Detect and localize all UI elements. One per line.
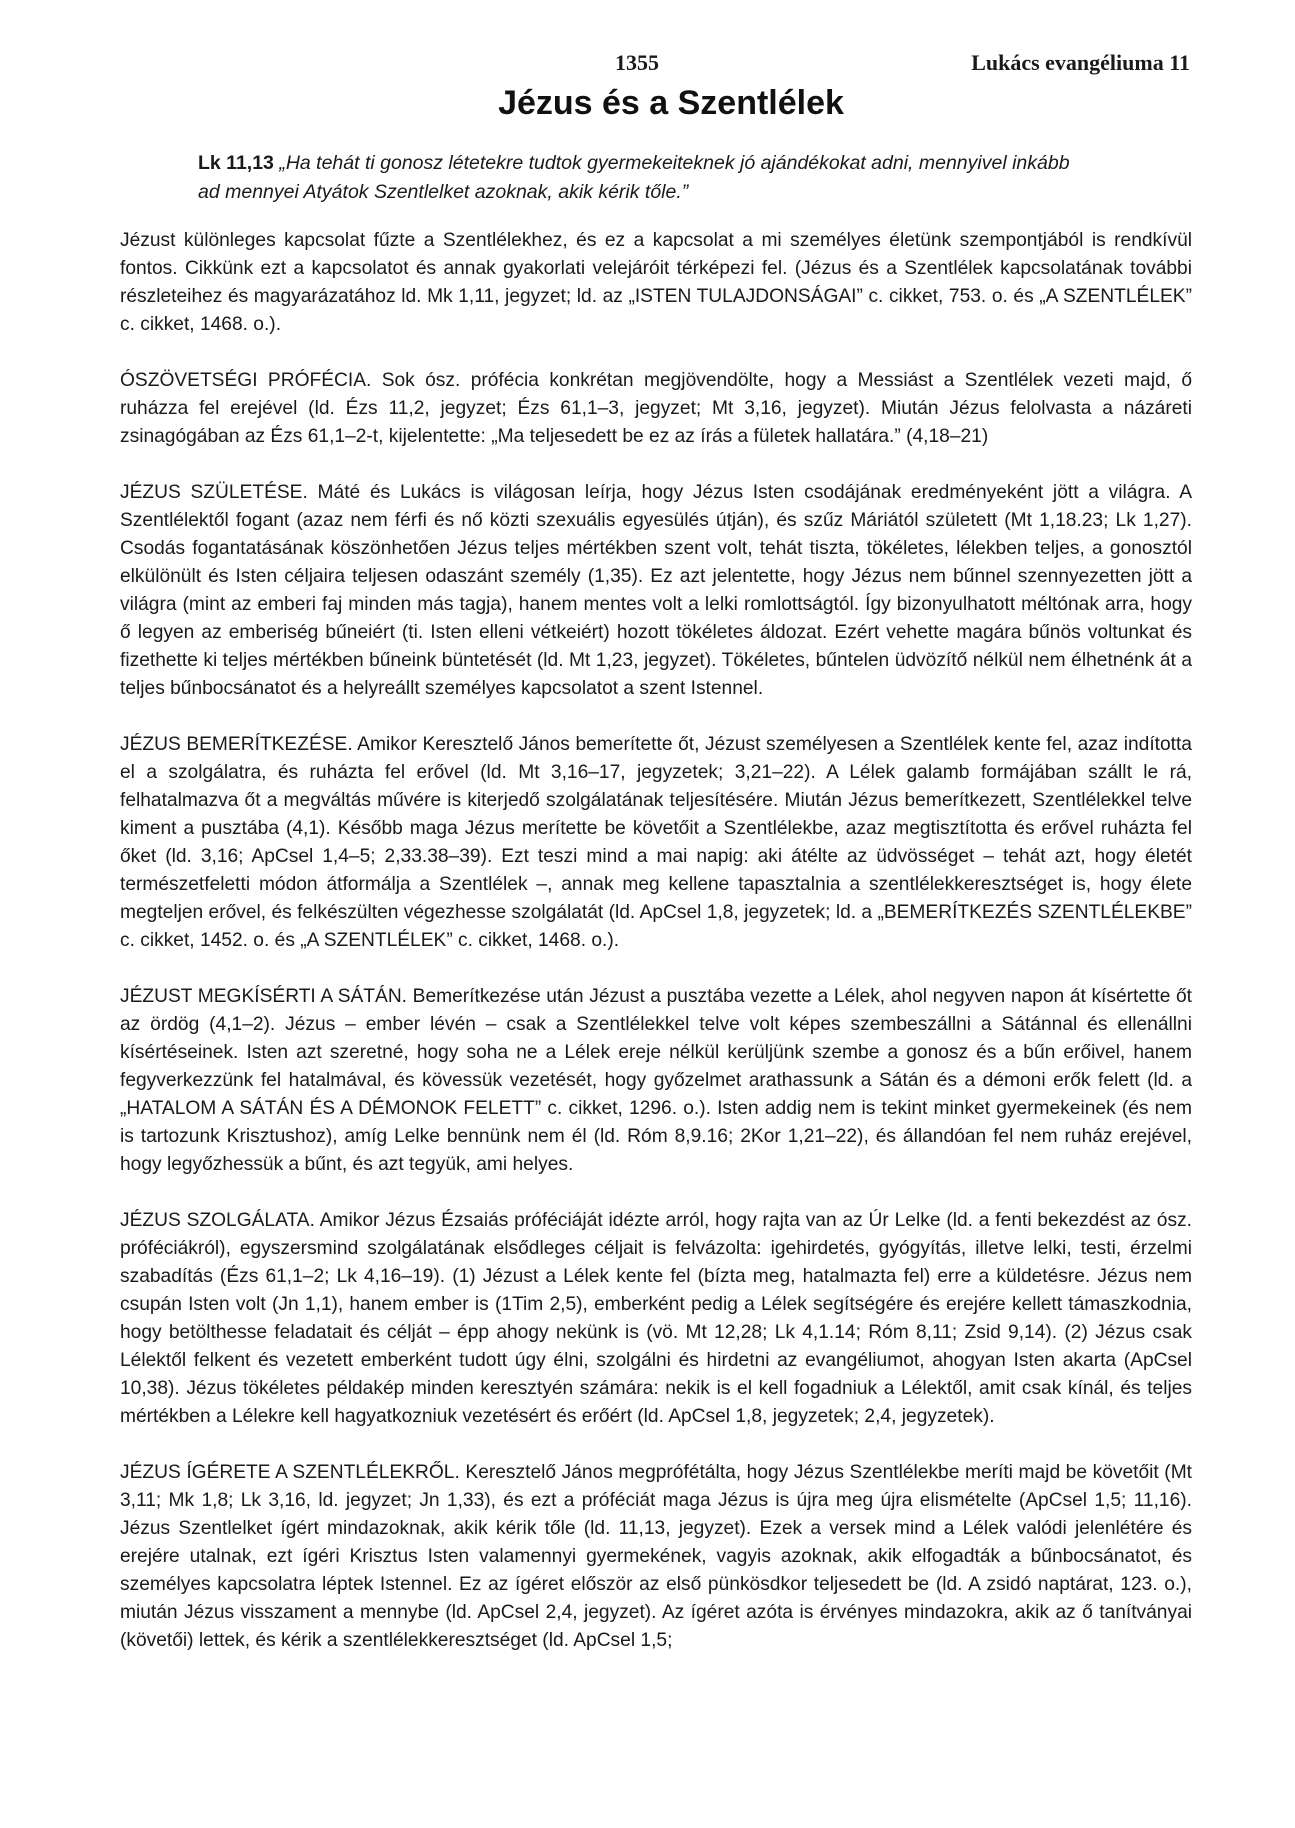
paragraph-oszovetsegi-profecia (120, 367, 1192, 451)
paragraph-text: Keresztelő János megprófétálta, hogy Jézus Szentlélekbe meríti majd be követőit (Mt 3,11; Mk 1,8; Lk 3,16, ld. jegyzet; Jn 1,33), és ezt a próféciát maga Jézus is újra meg újra elismételte (ApCsel 1,5; 11,16). Jézus Szentlelket ígért mindazoknak, akik kérik tőle (ld. 11,13, jegyzet). Ezek a versek mind a Lélek valódi jelenlétére és erejére utalnak, ezt ígéri Krisztus Isten valamennyi gyermekének, vagyis azoknak, akik elfogadták a bűnbocsánatot, és személyes kapcsolatra léptek Istennel. Ez az ígéret először az első pünkösdkor teljesedett be (ld. A zsidó naptárat, 123. o.), miután Jézus visszament a mennybe (ld. ApCsel 2,4, jegyzet). Az ígéret azóta is érvényes mindazokra, akik az ő tanítványai (követői) lettek, és kérik a szentlélekkeresztséget (ld. ApCsel 1,5; (120, 1462, 1193, 1651)
section-heading: ÓSZÖVETSÉGI PRÓFÉCIA. (120, 370, 372, 391)
article-title: Jézus és a Szentlélek (498, 84, 844, 122)
paragraph-jezus-szuletese (120, 479, 1192, 703)
paragraph-text: Amikor Jézus Ézsaiás próféciáját idézte arról, hogy rajta van az Úr Lelke (ld. a fenti bekezdést az ósz. próféciákról), egyszersmind szolgálatának elsődleges céljait is felvázolta: igehirdetés, gyógyítás, illetve lelki, testi, érzelmi szabadítás (Ézs 61,1–2; Lk 4,16–19). (1) Jézust a Lélek kente fel (bízta meg, hatalmazta fel) erre a küldetésre. Jézus nem csupán Isten volt (Jn 1,1), hanem ember is (1Tim 2,5), emberként pedig a Lélek segítségére és erejére kellett támaszkodnia, hogy betölthesse feladatait és célját – épp ahogy nekünk is (vö. Mt 12,28; Lk 4,1.14; Róm 8,11; Zsid 9,14). (2) Jézus csak Lélektől felkent és vezetett emberként tudott úgy élni, szolgálni és hirdetni az evangéliumot, ahogyan Isten akarta (ApCsel 10,38). Jézus tökéletes példakép minden keresztyén számára: nekik is el kell fogadniuk a Lélektől, amit csak kínál, és teljes mértékben a Lélekre kell hagyatkozniuk vezetésért és erőért (ld. ApCsel 1,8, jegyzetek; 2,4, jegyzetek). (120, 1210, 1192, 1427)
paragraph-jezus-szolgalata (120, 1207, 1192, 1431)
paragraph-text: Jézust különleges kapcsolat fűzte a Szentlélekhez, és ez a kapcsolat a mi személyes életünk szempontjából is rendkívül fontos. Cikkünk ezt a kapcsolatot és annak gyakorlati velejáróit térképezi fel. (Jézus és a Szentlélek kapcsolatának további részleteihez és magyarázatához ld. Mk 1,11, jegyzet; ld. az „ISTEN TULAJDONSÁGAI” c. cikket, 753. o. és „A SZENTLÉLEK” c. cikket, 1468. o.). (120, 230, 1192, 335)
paragraph-text: Máté és Lukács is világosan leírja, hogy Jézus Isten csodájának eredményeként jött a világra. A Szentlélektől fogant (azaz nem férfi és nő közti szexuális egyesülés útján), és szűz Máriától született (Mt 1,18.23; Lk 1,27). Csodás fogantatásának köszönhetően Jézus teljes mértékben szent volt, tehát tiszta, tökéletes, lélekben teljes, a gonosztól elkülönült és Isten céljaira teljesen odaszánt személy (1,35). Ez azt jelentette, hogy Jézus nem bűnnel szennyezetten jött a világra (mint az emberi faj minden más tagja), hanem mentes volt a lelki romlottságtól. Így bizonyulhatott méltónak arra, hogy ő legyen az emberiség bűneiért (ti. Isten elleni vétkeiért) hozott tökéletes áldozat. Ezért vehette magára bűnös voltunkat és fizethette ki teljes mértékben bűneink büntetését (ld. Mt 1,23, jegyzet). Tökéletes, bűntelen üdvözítő nélkül nem élhetnénk át a teljes bűnbocsánatot és a helyreállt személyes kapcsolatot a szent Istennel. (120, 482, 1193, 699)
key-verse-text: „Ha tehát ti gonosz létetekre tudtok gyermekeiteknek jó ajándékokat adni, mennyivel inkább ad mennyei Atyátok Szentlelket azoknak, akik kérik tőle.” (198, 152, 1070, 203)
paragraph-jezus-igerete (120, 1459, 1192, 1655)
section-heading: JÉZUS ÍGÉRETE A SZENTLÉLEKRŐL. (120, 1462, 460, 1483)
paragraph-text: Bemerítkezése után Jézust a pusztába vezette a Lélek, ahol negyven napon át kísértette őt az ördög (4,1–2). Jézus – ember lévén – csak a Szentlélekkel telve volt képes szembeszállni a Sátánnal és ellenállni kísértéseinek. Isten azt szeretné, hogy soha ne a Lélek ereje nélkül kerüljünk szembe a gonosz és a bűn erőivel, hanem fegyverkezzünk fel hatalmával, és kövessük vezetését, hogy győzelmet arathassunk a Sátán és a démoni erők felett (ld. a „HATALOM A SÁTÁN ÉS A DÉMONOK FELETT” c. cikket, 1296. o.). Isten addig nem is tekint minket gyermekeinek (és nem is tartozunk Krisztushoz), amíg Lelke bennünk nem él (ld. Róm 8,9.16; 2Kor 1,21–22), és állandóan fel nem ruház erejével, hogy legyőzhessük a bűnt, és azt tegyük, ami helyes. (120, 986, 1192, 1175)
section-heading: JÉZUS SZOLGÁLATA. (120, 1210, 315, 1231)
section-heading: JÉZUST MEGKÍSÉRTI A SÁTÁN. (120, 986, 408, 1007)
key-verse-reference: Lk 11,13 (198, 152, 274, 174)
key-verse (198, 149, 1082, 207)
page-header (120, 40, 1192, 84)
section-heading: JÉZUS BEMERÍTKEZÉSE. (120, 734, 353, 755)
paragraph-jezus-bemeritkezese (120, 731, 1192, 955)
paragraph-megkiserti-a-satan (120, 983, 1192, 1179)
paragraph-text: Amikor Keresztelő János bemerítette őt, Jézust személyesen a Szentlélek kente fel, azaz indította el a szolgálatra, és ruházta fel erővel (ld. Mt 3,16–17, jegyzetek; 3,21–22). A Lélek galamb formájában szállt le rá, felhatalmazva őt a megváltás művére is kiterjedő szolgálatának teljesítésére. Miután Jézus bemerítkezett, Szentlélekkel telve kiment a pusztába (4,1). Később maga Jézus merítette be követőit a Szentlélekbe, azaz megtisztította és erővel ruházta fel őket (ld. 3,16; ApCsel 1,4–5; 2,33.38–39). Ezt teszi mind a mai napig: aki átélte az üdvösséget – tehát azt, hogy életét természetfeletti módon átformálja a Szentlélek –, annak meg kellene tapasztalnia a szentlélekkeresztséget is, hogy élete megteljen erővel, és felkészülten végezhesse szolgálatát (ld. ApCsel 1,8, jegyzetek; ld. a „BEMERÍTKEZÉS SZENTLÉLEKBE” c. cikket, 1452. o. és „A SZENTLÉLEK” c. cikket, 1468. o.). (120, 734, 1192, 951)
paragraph-intro (120, 227, 1192, 339)
paragraph-text: Sok ósz. prófécia konkrétan megjövendölte, hogy a Messiást a Szentlélek vezeti majd, ő ruházza fel erejével (ld. Ézs 11,2, jegyzet; Ézs 61,1–3, jegyzet; Mt 3,16, jegyzet). Miután Jézus felolvasta a názáreti zsinagógában az Ézs 61,1–2-t, kijelentette: „Ma teljesedett be ez az írás a fületek hallatára.” (4,18–21) (120, 370, 1192, 447)
page (120, 40, 1192, 1655)
running-head: Lukács evangéliuma 11 (971, 50, 1190, 75)
section-heading: JÉZUS SZÜLETÉSE. (120, 482, 308, 503)
article-body (120, 227, 1192, 1655)
page-number: 1355 (615, 50, 659, 75)
